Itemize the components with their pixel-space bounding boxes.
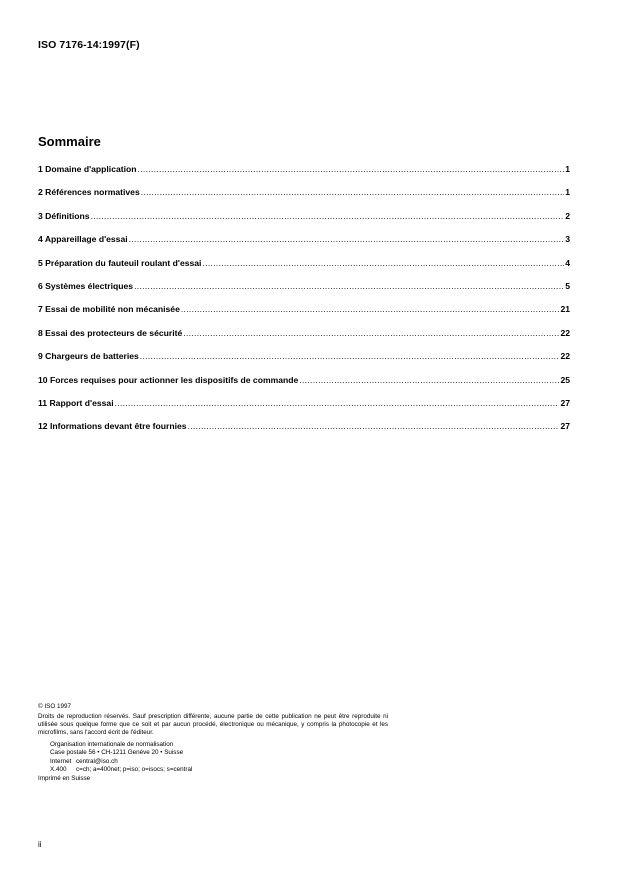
rights-statement: Droits de reproduction réservés. Sauf prescription différente, aucune partie de cette publication ne peut être reproduite ni utilisée sous quelque forme que ce soit et par aucun procédé, électronique ou mécanique, y compris la photocopie et les microfilms, sans l'accord écrit de l'éditeur. xyxy=(38,713,388,737)
printed-in: Imprimé en Suisse xyxy=(38,774,91,782)
toc-leader xyxy=(181,304,560,314)
x400-row xyxy=(50,766,388,774)
toc-entry-page: 4 xyxy=(565,257,570,268)
toc-entry[interactable] xyxy=(38,398,570,421)
toc-entry-page: 21 xyxy=(560,304,570,315)
toc-entry[interactable] xyxy=(38,351,570,374)
toc-entry-title: 8 Essai des protecteurs de sécurité xyxy=(38,327,183,338)
internet-address[interactable]: central@iso.ch xyxy=(76,757,118,765)
copyright-block xyxy=(38,703,388,783)
toc-entry-page: 1 xyxy=(565,187,570,198)
internet-label: Internet xyxy=(50,757,72,765)
toc-entry[interactable] xyxy=(38,421,570,444)
toc-entry-title: 6 Systèmes électriques xyxy=(38,280,134,291)
toc-entry[interactable] xyxy=(38,187,570,210)
organisation-name: Organisation internationale de normalisation xyxy=(50,741,174,749)
toc-entry-page: 22 xyxy=(560,327,570,338)
toc-entry-title: 3 Définitions xyxy=(38,210,90,221)
toc-leader xyxy=(138,164,565,174)
toc-entry-title: 4 Appareillage d'essai xyxy=(38,234,128,245)
internet-row xyxy=(50,758,388,766)
toc-entry-page: 27 xyxy=(560,397,570,408)
toc-entry-page: 1 xyxy=(565,164,570,174)
toc-entry-title: 2 Références normatives xyxy=(38,187,140,198)
toc-entry-title: 5 Préparation du fauteuil roulant d'essai xyxy=(38,257,202,268)
document-id: ISO 7176-14:1997(F) xyxy=(38,39,140,51)
toc-entry-title: 9 Chargeurs de batteries xyxy=(38,351,139,362)
toc-entry-title: 12 Informations devant être fournies xyxy=(38,421,187,432)
toc-leader xyxy=(115,398,560,408)
x400-address: c=ch; a=400net; p=iso; o=isocs; s=central xyxy=(76,765,193,773)
toc-leader xyxy=(188,421,560,431)
x400-label: X.400 xyxy=(50,765,67,773)
toc-entry-page: 27 xyxy=(560,421,570,432)
toc-leader xyxy=(91,211,565,221)
toc-entry[interactable] xyxy=(38,328,570,351)
postal-address: Case postale 56 • CH-1211 Genève 20 • Suisse xyxy=(50,749,184,757)
toc-entry[interactable] xyxy=(38,304,570,327)
toc-leader xyxy=(134,281,564,291)
toc-entry-page: 3 xyxy=(565,234,570,245)
toc-entry[interactable] xyxy=(38,164,570,187)
toc-leader xyxy=(140,351,560,361)
toc-entry[interactable] xyxy=(38,281,570,304)
toc-leader xyxy=(202,258,564,268)
toc-entry-page: 25 xyxy=(560,374,570,385)
toc-leader xyxy=(129,234,565,244)
toc-entry-title: 1 Domaine d'application xyxy=(38,164,137,174)
toc-entry[interactable] xyxy=(38,375,570,398)
copyright-notice: © ISO 1997 xyxy=(38,703,71,710)
toc-entry[interactable] xyxy=(38,211,570,234)
toc-leader xyxy=(299,375,559,385)
toc-leader xyxy=(141,187,564,197)
toc-leader xyxy=(183,328,559,338)
page-number: ii xyxy=(38,840,42,849)
toc-entry-page: 5 xyxy=(565,280,570,291)
toc-heading: Sommaire xyxy=(38,134,101,149)
toc-entry[interactable] xyxy=(38,234,570,257)
publisher-address xyxy=(50,741,388,773)
table-of-contents xyxy=(38,164,570,445)
toc-entry-title: 10 Forces requises pour actionner les dispositifs de commande xyxy=(38,374,299,385)
toc-entry-page: 22 xyxy=(560,351,570,362)
toc-entry[interactable] xyxy=(38,258,570,281)
toc-entry-title: 7 Essai de mobilité non mécanisée xyxy=(38,304,180,315)
toc-entry-title: 11 Rapport d'essai xyxy=(38,397,114,408)
toc-entry-page: 2 xyxy=(565,210,570,221)
